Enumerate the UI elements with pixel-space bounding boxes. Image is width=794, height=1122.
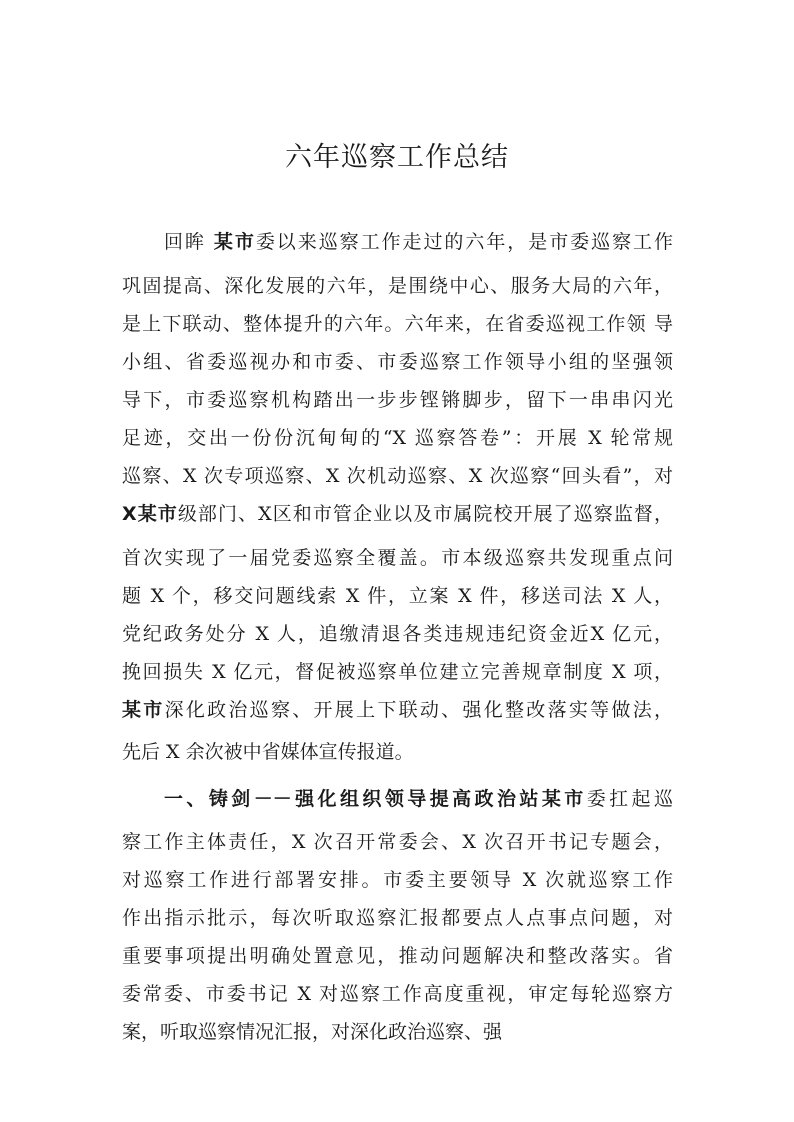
paragraph-1-line-4: 小组、省委巡视办和市委、市委巡察工作领导小组的坚强领 — [122, 351, 673, 373]
text-span: 委扛起巡 — [586, 788, 673, 810]
document-title: 六年巡察工作总结 — [285, 142, 509, 173]
paragraph-1-line-2: 巩固提高、深化发展的六年，是围绕中心、服务大局的六年， — [122, 275, 673, 297]
paragraph-1-line-5: 导下，市委巡察机构踏出一步步铿锵脚步，留下一串串闪光 — [122, 389, 673, 411]
paragraph-1-line-11: 党纪政务处分 X 人，追缴清退各类违规违纪资金近X 亿元， — [122, 623, 673, 645]
paragraph-1-line-3: 是上下联动、整体提升的六年。六年来，在省委巡视工作领 导 — [122, 313, 673, 335]
paragraph-2-line-4: 作出指示批示，每次听取巡察汇报都要点人点事点问题，对 — [122, 907, 673, 929]
paragraph-1-line-13 — [122, 698, 673, 722]
bold-city-name: X某市 — [122, 503, 178, 525]
paragraph-1-line-14: 先后 X 余次被中省媒体宣传报道。 — [122, 741, 414, 763]
paragraph-2-line-5: 重要事项提出明确处置意见，推动问题解决和整改落实。省 — [122, 945, 673, 967]
paragraph-2-line-7: 案，听取巡察情况汇报，对深化政治巡察、强 — [122, 1021, 503, 1043]
paragraph-1-line-6: 足迹，交出一份份沉甸甸的“X 巡察答卷”：开展 X 轮常规 — [122, 427, 673, 449]
bold-city-name: 某市 — [213, 231, 256, 253]
text-span: 深化政治巡察、开展上下联动、强化整改落实等做法， — [164, 699, 673, 721]
section-heading: 一、铸剑－－强化组织领导提高政治站 — [164, 788, 542, 810]
paragraph-1-line-9: 首次实现了一届党委巡察全覆盖。市本级巡察共发现重点问 — [122, 547, 673, 569]
text-span: 委以来巡察工作走过的六年，是市委巡察工作 — [255, 231, 673, 253]
paragraph-2-line-3: 对巡察工作进行部署安排。市委主要领导 X 次就巡察工作 — [122, 869, 673, 891]
paragraph-2-line-2: 察工作主体责任，X 次召开常委会、X 次召开书记专题会， — [122, 831, 673, 853]
bold-city-name: 某市 — [541, 788, 587, 810]
bold-city-name: 某市 — [122, 699, 165, 721]
paragraph-1-line-7: 巡察、X 次专项巡察、X 次机动巡察、X 次巡察“回头看”，对 — [122, 465, 673, 487]
text-span: 回眸 — [164, 231, 214, 253]
paragraph-1-line-10: 题 X 个，移交问题线索 X 件，立案 X 件，移送司法 X 人， — [122, 585, 673, 607]
text-span: 级部门、X区和市管企业以及市属院校开展了巡察监督， — [177, 503, 673, 525]
paragraph-2-line-6: 委常委、市委书记 X 对巡察工作高度重视，审定每轮巡察方 — [122, 983, 673, 1005]
paragraph-1-line-12: 挽回损失 X 亿元，督促被巡察单位建立完善规章制度 X 项， — [122, 661, 673, 683]
paragraph-1-line-8 — [122, 502, 673, 526]
paragraph-2-line-1 — [122, 787, 673, 811]
paragraph-1-line-1 — [122, 230, 673, 254]
